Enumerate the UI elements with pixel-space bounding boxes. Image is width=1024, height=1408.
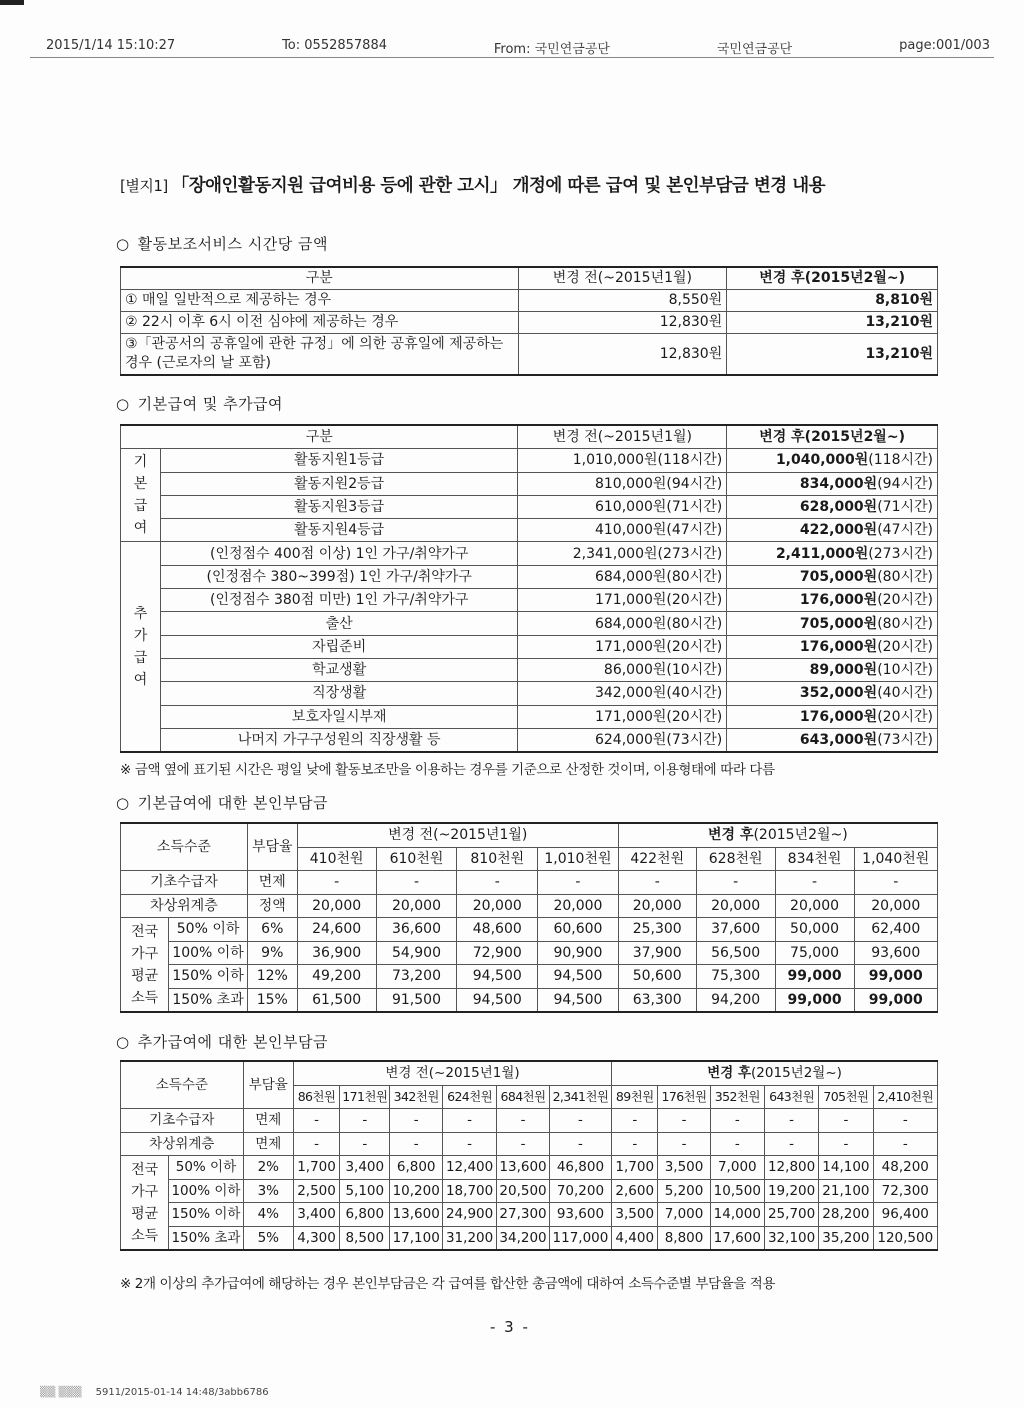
table-row: 100% 이하 3% 2,500 5,100 10,200 18,700 20,500 70,200 2,600 5,200 10,500 19,200 21,100 72,300 <box>121 1179 938 1203</box>
table-row: 100% 이하 9% 36,900 54,900 72,900 90,900 37,900 56,500 75,000 93,600 <box>121 941 938 965</box>
document-title <box>120 172 950 197</box>
section-heading-benefits: ○ 기본급여 및 추가급여 <box>116 395 284 413</box>
table-row: 150% 초과 15% 61,500 91,500 94,500 94,500 63,300 94,200 99,000 99,000 <box>121 988 938 1012</box>
smudged-mark-icon: ▒▒ ▒▒▒ <box>40 1387 82 1398</box>
extra-copay-table <box>120 1060 938 1251</box>
table-row: 전국 가구 평균 소득 50% 이하 2% 1,700 3,400 6,800 12,400 13,600 46,800 1,700 3,500 7,000 12,800 14,100 48,200 <box>121 1156 938 1180</box>
table-row: 활동지원4등급 410,000원(47시간) 422,000원(47시간) <box>121 519 938 542</box>
fax-header <box>46 38 990 57</box>
table-row: 보호자일시부재 171,000원(20시간) 176,000원(20시간) <box>121 705 938 728</box>
table-row: 150% 이하 12% 49,200 73,200 94,500 94,500 50,600 75,300 99,000 99,000 <box>121 965 938 989</box>
basic-copay-table <box>120 822 938 1013</box>
table-row: 자립준비 171,000원(20시간) 176,000원(20시간) <box>121 635 938 658</box>
attachment-tag: [별지1] <box>120 177 168 195</box>
col-header-category: 구분 <box>121 267 519 290</box>
hollow-circle-icon: ○ <box>116 235 130 253</box>
fax-to: To: 0552857884 <box>282 38 387 53</box>
table-subheader-row: 410천원 610천원 810천원 1,010천원 422천원 628천원 834천원 1,040천원 <box>121 847 938 871</box>
hollow-circle-icon: ○ <box>116 794 130 812</box>
table-row: 추 가 급 여 (인정점수 400점 이상) 1인 가구/취약가구 2,341,000원(273시간) 2,411,000원(273시간) <box>121 542 938 565</box>
col-header-before: 변경 전(~2015년1월) <box>518 267 727 290</box>
fax-footer <box>40 1387 269 1398</box>
table-row: 150% 이하 4% 3,400 6,800 13,600 24,900 27,300 93,600 3,500 7,000 14,000 25,700 28,200 96,400 <box>121 1203 938 1227</box>
table-header-row <box>121 267 938 290</box>
table-subheader-row: 86천원 171천원 342천원 624천원 684천원 2,341천원 89천원 176천원 352천원 643천원 705천원 2,410천원 <box>121 1085 938 1109</box>
table-header-row: 소득수준 부담율 변경 전(~2015년1월) 변경 후(2015년2월~) <box>121 823 938 847</box>
page-number: - 3 - <box>490 1318 530 1336</box>
table-header-row: 구분 변경 전(~2015년1월) 변경 후(2015년2월~) <box>121 425 938 449</box>
table-row: ② 22시 이후 6시 이전 심야에 제공하는 경우 12,830원 13,210원 <box>121 312 938 334</box>
table-row: ① 매일 일반적으로 제공하는 경우 8,550원 8,810원 <box>121 290 938 312</box>
section-heading-extra-copay: ○ 추가급여에 대한 본인부담금 <box>116 1033 329 1051</box>
table-row: 활동지원3등급 610,000원(71시간) 628,000원(71시간) <box>121 495 938 518</box>
table-row: (인정점수 380점 미만) 1인 가구/취약가구 171,000원(20시간) 176,000원(20시간) <box>121 589 938 612</box>
col-header-after: 변경 후(2015년2월~) <box>727 267 938 290</box>
table-header-row: 소득수준 부담율 변경 전(~2015년1월) 변경 후(2015년2월~) <box>121 1061 938 1085</box>
table-row: 학교생활 86,000원(10시간) 89,000원(10시간) <box>121 658 938 681</box>
group-label-income: 전국 가구 평균 소득 <box>121 1156 169 1251</box>
table-row: 기초수급자 면제 - - - - - - - - - - - - <box>121 1109 938 1133</box>
table-row: 150% 초과 5% 4,300 8,500 17,100 31,200 34,200 117,000 4,400 8,800 17,600 32,100 35,200 120,500 <box>121 1226 938 1250</box>
table-row: 나머지 가구구성원의 직장생활 등 624,000원(73시간) 643,000원(73시간) <box>121 728 938 752</box>
fax-page: page:001/003 <box>899 38 990 53</box>
title-main: 「장애인활동지원 급여비용 등에 관한 고시」 <box>171 176 507 196</box>
fax-org: 국민연금공단 <box>716 42 793 57</box>
section-heading-basic-copay: ○ 기본급여에 대한 본인부담금 <box>116 794 329 812</box>
table-row: 전국 가구 평균 소득 50% 이하 6% 24,600 36,600 48,600 60,600 25,300 37,600 50,000 62,400 <box>121 918 938 942</box>
table-row: 차상위계층 면제 - - - - - - - - - - - - <box>121 1132 938 1156</box>
table-row: 직장생활 342,000원(40시간) 352,000원(40시간) <box>121 682 938 705</box>
title-rest: 개정에 따른 급여 및 본인부담금 변경 내용 <box>507 176 826 196</box>
group-label-income: 전국 가구 평균 소득 <box>121 918 169 1013</box>
table-row: 활동지원2등급 810,000원(94시간) 834,000원(94시간) <box>121 472 938 495</box>
copay-note: ※ 2개 이상의 추가급여에 해당하는 경우 본인부담금은 각 급여를 합산한 총금액에 대하여 소득수준별 부담율을 적용 <box>120 1276 776 1292</box>
hollow-circle-icon: ○ <box>116 1033 130 1051</box>
benefit-table <box>120 424 938 753</box>
table-row: 차상위계층 정액 20,000 20,000 20,000 20,000 20,000 20,000 20,000 20,000 <box>121 894 938 918</box>
table-row: ③「관공서의 공휴일에 관한 규정」에 의한 공휴일에 제공하는 경우 (근로자의 날 포함) 12,830원 13,210원 <box>121 334 938 376</box>
fax-footer-stamp: 5911/2015-01-14 14:48/3abb6786 <box>95 1387 269 1398</box>
hourly-rate-table <box>120 266 938 376</box>
fax-datetime: 2015/1/14 15:10:27 <box>46 38 176 53</box>
group-label-extra: 추 가 급 여 <box>121 542 161 752</box>
table-row: (인정점수 380~399점) 1인 가구/취약가구 684,000원(80시간) 705,000원(80시간) <box>121 565 938 588</box>
section-heading-hourly: ○ 활동보조서비스 시간당 금액 <box>116 235 329 253</box>
table-row: 기 본 급 여 활동지원1등급 1,010,000원(118시간) 1,040,000원(118시간) <box>121 449 938 472</box>
table-row: 기초수급자 면제 - - - - - - - - <box>121 871 938 895</box>
hollow-circle-icon: ○ <box>116 395 130 413</box>
fax-header-rule <box>30 57 994 58</box>
fax-from: From: 국민연금공단 <box>493 42 610 57</box>
hours-note: ※ 금액 옆에 표기된 시간은 평일 낮에 활동보조만을 이용하는 경우를 기준으로 산정한 것이며, 이용형태에 따라 다름 <box>120 762 775 778</box>
scan-edge-mark <box>0 0 24 5</box>
table-row: 출산 684,000원(80시간) 705,000원(80시간) <box>121 612 938 635</box>
group-label-basic: 기 본 급 여 <box>121 449 161 542</box>
